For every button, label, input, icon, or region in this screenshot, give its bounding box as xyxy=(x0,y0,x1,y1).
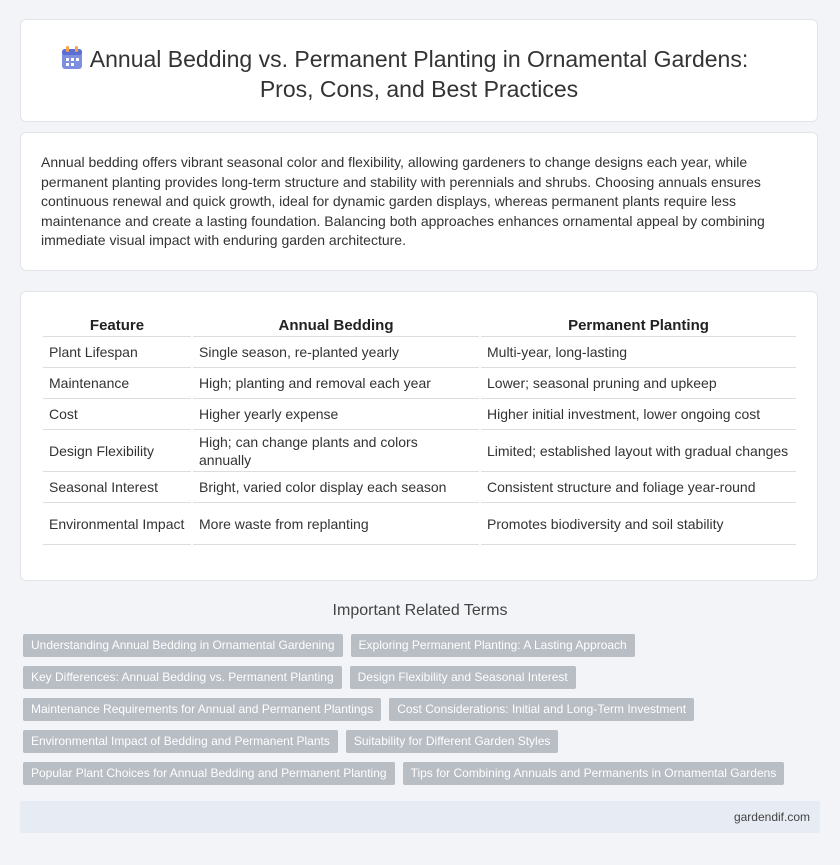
page-title-line-1: Annual Bedding vs. Permanent Planting in Ornamental Gardens: xyxy=(89,46,749,72)
table-header-row xyxy=(43,314,796,337)
table-cell-permanent: Lower; seasonal pruning and upkeep xyxy=(481,368,796,399)
header-card xyxy=(20,19,818,122)
table-cell-feature: Seasonal Interest xyxy=(43,472,191,503)
table-cell-feature: Design Flexibility xyxy=(43,430,191,472)
related-term-tag[interactable]: Suitability for Different Garden Styles xyxy=(346,730,559,753)
table-cell-annual: High; can change plants and colors annually xyxy=(193,430,479,472)
comparison-table-card xyxy=(20,291,818,581)
intro-card xyxy=(20,132,818,271)
table-cell-permanent: Limited; established layout with gradual changes xyxy=(481,430,796,472)
page-title-line-2: Pros, Cons, and Best Practices xyxy=(259,76,579,102)
table-cell-permanent: Consistent structure and foliage year-round xyxy=(481,472,796,503)
related-term-tag[interactable]: Exploring Permanent Planting: A Lasting Approach xyxy=(351,634,635,657)
table-row xyxy=(43,399,796,430)
related-term-tag[interactable]: Understanding Annual Bedding in Ornamental Gardening xyxy=(23,634,343,657)
related-term-tag[interactable]: Maintenance Requirements for Annual and Permanent Plantings xyxy=(23,698,381,721)
table-row xyxy=(43,472,796,503)
table-row xyxy=(43,430,796,472)
table-cell-annual: Higher yearly expense xyxy=(193,399,479,430)
table-cell-permanent: Higher initial investment, lower ongoing cost xyxy=(481,399,796,430)
table-cell-permanent: Multi-year, long-lasting xyxy=(481,337,796,368)
column-header: Annual Bedding xyxy=(193,314,479,337)
related-term-tag[interactable]: Cost Considerations: Initial and Long-Term Investment xyxy=(389,698,694,721)
table-cell-feature: Maintenance xyxy=(43,368,191,399)
table-cell-feature: Plant Lifespan xyxy=(43,337,191,368)
column-header: Feature xyxy=(43,314,191,337)
table-cell-feature: Environmental Impact xyxy=(43,503,191,545)
table-cell-annual: Bright, varied color display each season xyxy=(193,472,479,503)
related-term-tag[interactable]: Tips for Combining Annuals and Permanents in Ornamental Gardens xyxy=(403,762,785,785)
column-header: Permanent Planting xyxy=(481,314,796,337)
footer-bar xyxy=(20,801,820,833)
footer-site-name[interactable]: gardendif.com xyxy=(733,810,810,824)
related-term-tag[interactable]: Key Differences: Annual Bedding vs. Permanent Planting xyxy=(23,666,342,689)
table-row xyxy=(43,337,796,368)
related-term-tag[interactable]: Design Flexibility and Seasonal Interest xyxy=(350,666,576,689)
table-row xyxy=(43,503,796,545)
table-cell-feature: Cost xyxy=(43,399,191,430)
table-cell-annual: More waste from replanting xyxy=(193,503,479,545)
table-cell-annual: High; planting and removal each year xyxy=(193,368,479,399)
table-row xyxy=(43,368,796,399)
comparison-table xyxy=(41,314,798,545)
related-terms-heading: Important Related Terms xyxy=(332,602,508,619)
related-term-tag[interactable]: Popular Plant Choices for Annual Bedding and Permanent Planting xyxy=(23,762,395,785)
table-cell-annual: Single season, re-planted yearly xyxy=(193,337,479,368)
related-term-tag[interactable]: Environmental Impact of Bedding and Permanent Plants xyxy=(23,730,338,753)
table-cell-permanent: Promotes biodiversity and soil stability xyxy=(481,503,796,545)
related-terms-list xyxy=(23,634,813,794)
page-title xyxy=(21,44,817,104)
intro-paragraph: Annual bedding offers vibrant seasonal color and flexibility, allowing gardeners to change designs each year, while permanent planting provides long-term structure and stability with perennials and shrubs. Choosing annuals ensures continuous renewal and quick growth, ideal for dynamic garden displays, whereas permanent plants require less maintenance and create a lasting foundation. Balancing both approaches enhances ornamental appeal by combining immediate visual impact with enduring garden architecture. xyxy=(41,154,765,248)
